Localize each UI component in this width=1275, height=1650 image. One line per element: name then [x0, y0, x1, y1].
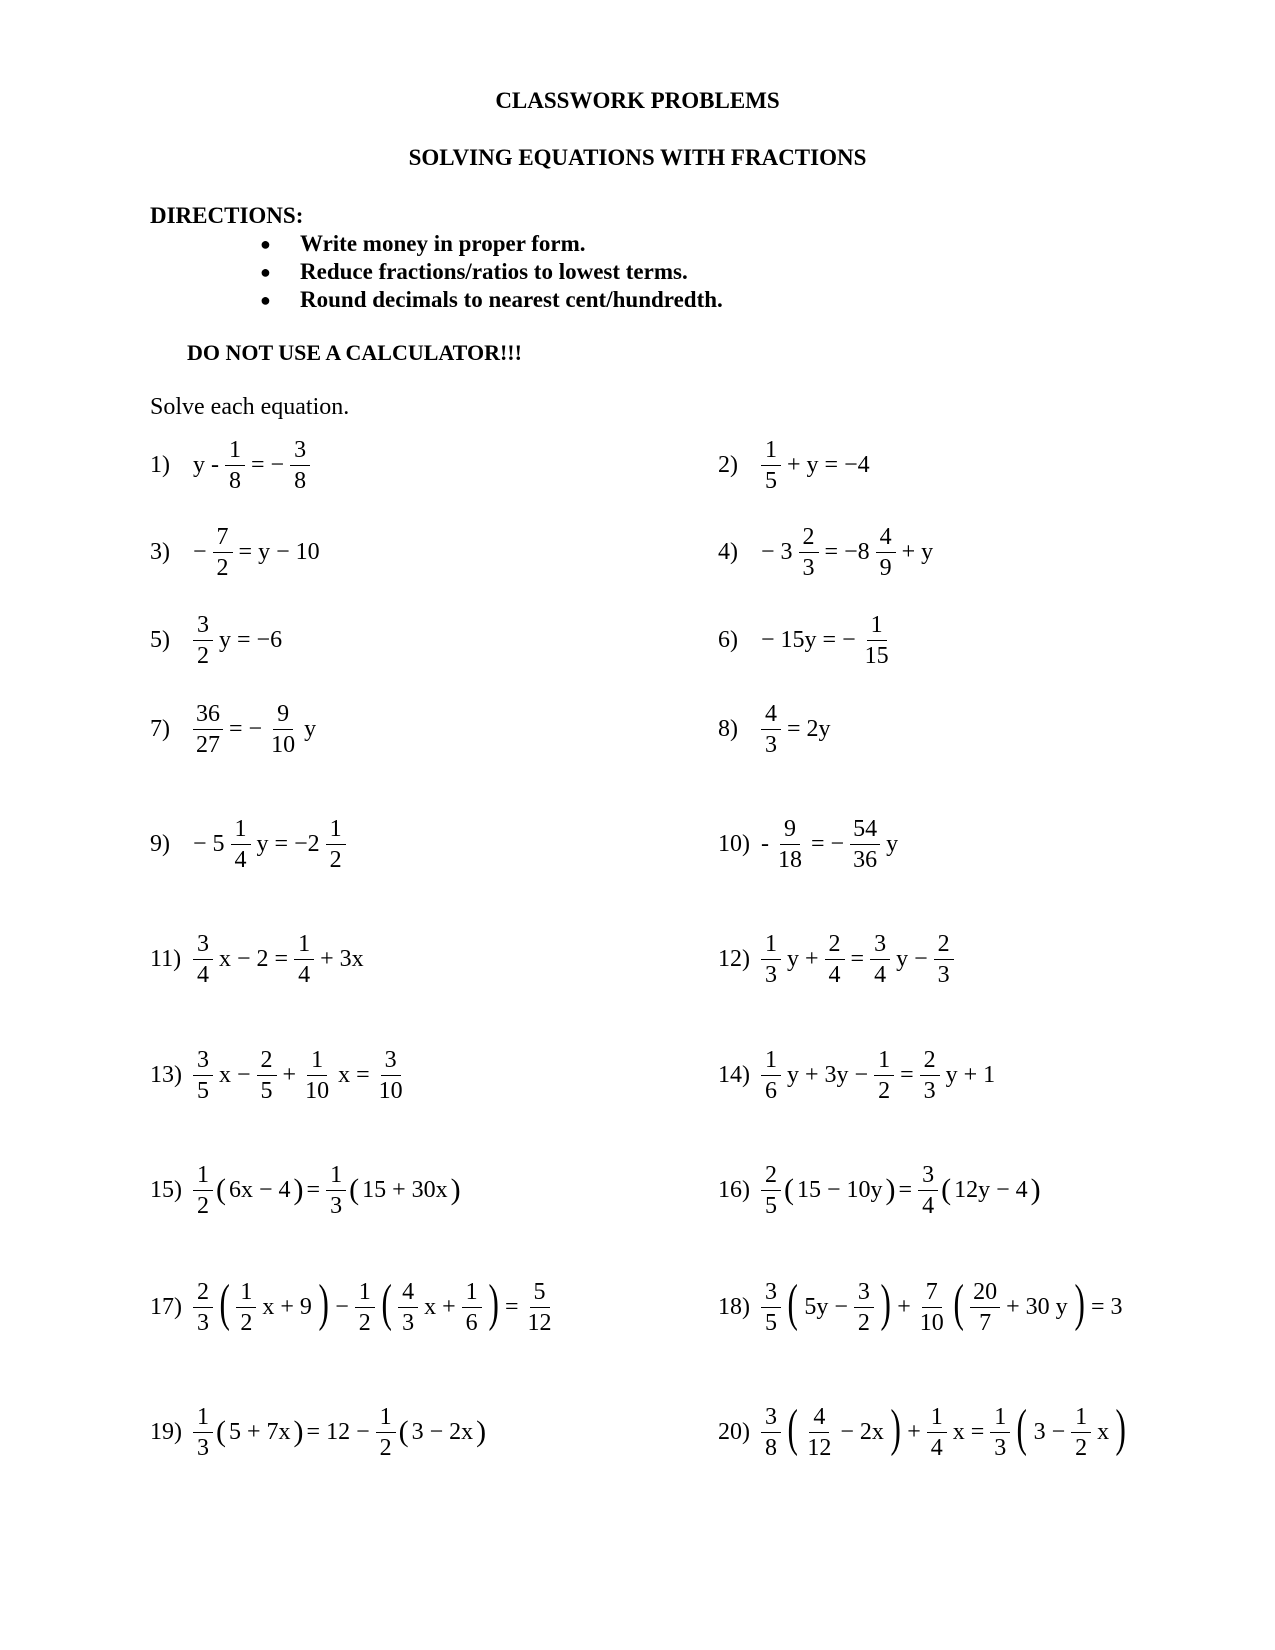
parenthesis: )	[880, 1275, 891, 1332]
problem-number: 2)	[718, 451, 738, 478]
denominator: 8	[229, 467, 241, 494]
numerator: 20	[970, 1280, 1000, 1308]
parenthesis: )	[488, 1275, 499, 1332]
numerator: 1	[236, 1280, 256, 1308]
fraction	[225, 438, 245, 493]
problem-12	[718, 927, 957, 991]
denominator: 8	[765, 1434, 777, 1461]
denominator: 3	[330, 1192, 343, 1219]
denominator: 7	[979, 1309, 992, 1336]
equation	[190, 525, 323, 580]
fraction	[193, 1280, 213, 1335]
fraction	[257, 1048, 277, 1103]
numerator: 1	[761, 1048, 781, 1076]
problem-15	[150, 1158, 461, 1222]
equation	[190, 932, 367, 987]
numerator: 2	[193, 1280, 213, 1308]
equation	[190, 702, 319, 757]
problem-2	[718, 433, 873, 497]
problem-9	[150, 812, 349, 876]
fraction	[761, 1048, 781, 1103]
denominator: 5	[197, 1077, 209, 1104]
denominator: 2	[197, 642, 209, 669]
equation	[190, 1163, 461, 1218]
denominator: 15	[864, 642, 889, 669]
numerator: 36	[193, 702, 223, 730]
equation-term: 5y −	[804, 1293, 848, 1320]
denominator: 5	[765, 467, 777, 494]
equation-term: = −8	[824, 538, 870, 565]
numerator: 1	[231, 817, 251, 845]
equation-term: − 2x	[840, 1418, 884, 1445]
numerator: 1	[294, 932, 314, 960]
parenthesis: (	[784, 1173, 794, 1206]
equation-term: + y = −4	[787, 451, 870, 478]
denominator: 12	[807, 1434, 832, 1461]
parenthesis: )	[476, 1415, 487, 1448]
equation-term: = 2y	[787, 715, 831, 742]
calculator-warning: DO NOT USE A CALCULATOR!!!	[187, 340, 522, 365]
parenthesis: )	[885, 1173, 896, 1206]
numerator: 9	[780, 817, 800, 845]
fraction	[268, 702, 298, 757]
numerator: 1	[193, 1163, 213, 1191]
equation	[758, 817, 901, 872]
parenthesis: )	[1030, 1173, 1041, 1206]
problem-number: 8)	[718, 715, 738, 742]
parenthesis: )	[890, 1400, 901, 1457]
fraction	[761, 438, 781, 493]
parenthesis: (	[349, 1173, 360, 1206]
problem-number: 5)	[150, 626, 170, 653]
denominator: 4	[197, 961, 209, 988]
bullet-icon: ●	[260, 262, 271, 282]
fraction	[917, 1280, 947, 1335]
denominator: 2	[240, 1309, 253, 1336]
numerator: 2	[799, 525, 819, 553]
equation	[758, 1275, 1126, 1336]
equation-term: y + 3y −	[787, 1061, 869, 1088]
denominator: 2	[1075, 1434, 1088, 1461]
fraction	[326, 1163, 346, 1218]
fraction	[761, 1163, 781, 1218]
fraction	[193, 1405, 213, 1460]
equation-term: y	[304, 715, 317, 742]
equation-term: = −	[811, 830, 845, 857]
problem-18	[718, 1275, 1126, 1339]
equation-term: +	[282, 1061, 297, 1088]
denominator: 3	[994, 1434, 1007, 1461]
equation-term: x =	[952, 1418, 985, 1445]
denominator: 8	[294, 467, 307, 494]
parenthesis: (	[381, 1275, 392, 1332]
denominator: 2	[358, 1309, 371, 1336]
fraction	[775, 817, 805, 872]
denominator: 2	[379, 1434, 392, 1461]
fraction	[525, 1280, 555, 1335]
equation-term: 12y − 4	[954, 1176, 1028, 1203]
denominator: 4	[874, 961, 887, 988]
fraction	[825, 932, 845, 987]
equation-term: =	[306, 1176, 321, 1203]
fraction	[918, 1163, 938, 1218]
denominator: 4	[298, 961, 311, 988]
fraction	[761, 932, 781, 987]
denominator: 18	[778, 846, 802, 873]
numerator: 3	[918, 1163, 938, 1191]
denominator: 10	[378, 1077, 403, 1104]
denominator: 6	[765, 1077, 777, 1104]
numerator: 4	[809, 1405, 829, 1433]
equation	[190, 1048, 409, 1103]
numerator: 4	[761, 702, 781, 730]
parenthesis: (	[398, 1415, 409, 1448]
numerator: 3	[854, 1280, 874, 1308]
equation-term: = −	[251, 451, 285, 478]
parenthesis: (	[941, 1173, 952, 1206]
direction-item: ● Reduce fractions/ratios to lowest terms.	[260, 259, 688, 284]
problem-16	[718, 1158, 1041, 1222]
fraction	[761, 1280, 781, 1335]
equation	[190, 613, 285, 668]
denominator: 10	[271, 731, 296, 758]
equation	[758, 613, 895, 668]
denominator: 12	[527, 1309, 552, 1336]
denominator: 3	[937, 961, 950, 988]
equation	[758, 702, 834, 757]
equation-term: x	[1097, 1418, 1110, 1445]
problem-number: 19)	[150, 1418, 182, 1445]
denominator: 4	[234, 846, 247, 873]
numerator: 1	[355, 1280, 375, 1308]
fraction	[294, 932, 314, 987]
parenthesis: )	[293, 1173, 304, 1206]
equation-term: =	[504, 1293, 519, 1320]
equation-term: y = −2	[256, 830, 320, 857]
equation-term: 3 −	[1033, 1418, 1066, 1445]
parenthesis: (	[219, 1275, 230, 1332]
problem-number: 14)	[718, 1061, 750, 1088]
denominator: 2	[216, 554, 229, 581]
problem-number: 17)	[150, 1293, 182, 1320]
equation-term: 15 − 10y	[797, 1176, 883, 1203]
denominator: 5	[260, 1077, 273, 1104]
denominator: 2	[197, 1192, 209, 1219]
denominator: 5	[765, 1192, 777, 1219]
equation-term: y + 1	[945, 1061, 996, 1088]
direction-item: ● Round decimals to nearest cent/hundredth.	[260, 287, 723, 312]
fraction	[970, 1280, 1000, 1335]
fraction	[193, 613, 213, 668]
equation	[190, 1275, 558, 1336]
numerator: 1	[1071, 1405, 1091, 1433]
numerator: 2	[934, 932, 954, 960]
denominator: 3	[197, 1309, 209, 1336]
fraction	[193, 1048, 213, 1103]
fraction	[876, 525, 896, 580]
denominator: 10	[919, 1309, 944, 1336]
denominator: 4	[922, 1192, 935, 1219]
denominator: 4	[828, 961, 841, 988]
problem-10	[718, 812, 901, 876]
problem-6	[718, 608, 895, 672]
problem-number: 10)	[718, 830, 750, 857]
numerator: 3	[761, 1280, 781, 1308]
problem-1	[150, 433, 313, 497]
problem-number: 3)	[150, 538, 170, 565]
equation	[758, 1048, 998, 1103]
numerator: 5	[530, 1280, 550, 1308]
parenthesis: )	[293, 1415, 304, 1448]
equation-term: -	[761, 830, 769, 857]
equation-term: − 5	[193, 830, 225, 857]
numerator: 3	[870, 932, 890, 960]
numerator: 2	[761, 1163, 781, 1191]
numerator: 7	[922, 1280, 942, 1308]
problem-number: 7)	[150, 715, 170, 742]
numerator: 1	[867, 613, 887, 641]
denominator: 4	[930, 1434, 943, 1461]
denominator: 2	[857, 1309, 870, 1336]
denominator: 3	[765, 961, 777, 988]
denominator: 10	[305, 1077, 330, 1104]
problem-number: 20)	[718, 1418, 750, 1445]
problem-17	[150, 1275, 558, 1339]
equation	[758, 1400, 1130, 1461]
numerator: 1	[761, 932, 781, 960]
fraction	[927, 1405, 947, 1460]
numerator: 54	[850, 817, 880, 845]
fraction	[850, 817, 880, 872]
fraction	[761, 702, 781, 757]
fraction	[804, 1405, 834, 1460]
numerator: 9	[273, 702, 293, 730]
parenthesis: (	[216, 1415, 226, 1448]
numerator: 7	[213, 525, 233, 553]
page-subtitle: SOLVING EQUATIONS WITH FRACTIONS	[408, 145, 867, 170]
problem-number: 4)	[718, 538, 738, 565]
fraction	[376, 1048, 406, 1103]
problem-number: 6)	[718, 626, 738, 653]
parenthesis: (	[787, 1400, 798, 1457]
numerator: 1	[376, 1405, 396, 1433]
parenthesis: (	[953, 1275, 964, 1332]
fraction	[213, 525, 233, 580]
equation-term: = y − 10	[238, 538, 320, 565]
numerator: 3	[193, 613, 213, 641]
problem-13	[150, 1043, 409, 1107]
denominator: 5	[765, 1309, 777, 1336]
equation-term: x + 9	[262, 1293, 312, 1320]
equation-term: −	[335, 1293, 349, 1320]
instruction: Solve each equation.	[150, 394, 350, 420]
parenthesis: )	[318, 1275, 329, 1332]
equation-term: +	[907, 1418, 921, 1445]
fraction	[1071, 1405, 1091, 1460]
numerator: 1	[761, 438, 781, 466]
equation	[190, 438, 313, 493]
fraction	[193, 702, 223, 757]
equation-term: =	[900, 1061, 914, 1088]
equation	[758, 932, 957, 987]
problem-number: 13)	[150, 1061, 182, 1088]
equation	[758, 438, 873, 493]
equation-term: −	[193, 538, 207, 565]
problem-number: 16)	[718, 1176, 750, 1203]
fraction	[854, 1280, 874, 1335]
fraction	[231, 817, 251, 872]
fraction	[355, 1280, 375, 1335]
directions-heading: DIRECTIONS:	[150, 203, 304, 228]
direction-item: ● Write money in proper form.	[260, 231, 586, 256]
fraction	[326, 817, 346, 872]
problem-number: 11)	[150, 945, 182, 972]
bullet-icon: ●	[260, 290, 271, 310]
parenthesis: )	[1115, 1400, 1127, 1457]
problem-number: 1)	[150, 451, 170, 478]
equation-term: = 12 −	[306, 1418, 370, 1445]
problem-number: 9)	[150, 830, 170, 857]
fraction	[799, 525, 819, 580]
numerator: 2	[257, 1048, 277, 1076]
equation-term: = 3	[1090, 1293, 1123, 1320]
equation-term: + 30 y	[1006, 1293, 1068, 1320]
denominator: 3	[802, 554, 815, 581]
parenthesis: (	[216, 1173, 226, 1206]
parenthesis: )	[450, 1173, 461, 1206]
bullet-icon: ●	[260, 234, 271, 254]
fraction	[761, 1405, 781, 1460]
numerator: 2	[920, 1048, 940, 1076]
numerator: 4	[398, 1280, 418, 1308]
parenthesis: (	[1016, 1400, 1028, 1457]
problem-20	[718, 1400, 1130, 1464]
equation-term: x +	[424, 1293, 456, 1320]
numerator: 3	[761, 1405, 781, 1433]
numerator: 1	[326, 1163, 346, 1191]
fraction	[193, 932, 213, 987]
fraction	[398, 1280, 418, 1335]
numerator: 1	[193, 1405, 213, 1433]
equation-term: − 15y = −	[761, 626, 856, 653]
numerator: 1	[462, 1280, 482, 1308]
numerator: 1	[874, 1048, 894, 1076]
equation	[758, 1163, 1041, 1218]
equation	[758, 525, 936, 580]
equation-term: x −	[219, 1061, 251, 1088]
equation-term: =	[850, 945, 865, 972]
problem-11	[150, 927, 367, 991]
denominator: 3	[765, 731, 777, 758]
problem-5	[150, 608, 285, 672]
numerator: 1	[225, 438, 245, 466]
fraction	[870, 932, 890, 987]
denominator: 3	[402, 1309, 415, 1336]
equation-term: 6x − 4	[229, 1176, 291, 1203]
equation-term: 15 + 30x	[362, 1176, 448, 1203]
equation-term: 5 + 7x	[229, 1418, 291, 1445]
equation-term: =	[898, 1176, 913, 1203]
denominator: 9	[879, 554, 892, 581]
numerator: 3	[193, 932, 213, 960]
numerator: 3	[193, 1048, 213, 1076]
problem-4	[718, 520, 936, 584]
equation-term: y	[886, 830, 899, 857]
numerator: 2	[825, 932, 845, 960]
page-title: CLASSWORK PROBLEMS	[495, 88, 780, 113]
equation-term: y -	[193, 451, 219, 478]
fraction	[193, 1163, 213, 1218]
numerator: 4	[876, 525, 896, 553]
numerator: 1	[990, 1405, 1010, 1433]
fraction	[934, 932, 954, 987]
equation-term: x − 2 =	[219, 945, 289, 972]
fraction	[302, 1048, 332, 1103]
equation-term: + y	[901, 538, 934, 565]
fraction	[874, 1048, 894, 1103]
problem-number: 12)	[718, 945, 750, 972]
equation-term: y = −6	[219, 626, 283, 653]
problem-19	[150, 1400, 486, 1464]
denominator: 6	[465, 1309, 478, 1336]
problem-14	[718, 1043, 998, 1107]
denominator: 36	[853, 846, 878, 873]
numerator: 3	[290, 438, 310, 466]
numerator: 1	[307, 1048, 327, 1076]
problem-8	[718, 697, 834, 761]
fraction	[862, 613, 892, 668]
equation-term: 3 − 2x	[411, 1418, 474, 1445]
problem-number: 18)	[718, 1293, 750, 1320]
parenthesis: (	[787, 1275, 798, 1332]
numerator: 1	[326, 817, 346, 845]
denominator: 3	[197, 1434, 209, 1461]
problem-7	[150, 697, 319, 761]
equation-term: + 3x	[320, 945, 364, 972]
equation-term: = −	[229, 715, 263, 742]
fraction	[236, 1280, 256, 1335]
problem-3	[150, 520, 323, 584]
fraction	[290, 438, 310, 493]
equation	[190, 817, 349, 872]
numerator: 3	[381, 1048, 401, 1076]
equation-term: y +	[787, 945, 819, 972]
fraction	[376, 1405, 396, 1460]
denominator: 27	[196, 731, 220, 758]
equation-term: x =	[338, 1061, 370, 1088]
equation-term: y −	[896, 945, 928, 972]
fraction	[920, 1048, 940, 1103]
problem-number: 15)	[150, 1176, 182, 1203]
denominator: 2	[329, 846, 342, 873]
denominator: 3	[923, 1077, 936, 1104]
equation	[190, 1405, 486, 1460]
equation-term: − 3	[761, 538, 793, 565]
denominator: 2	[878, 1077, 891, 1104]
equation-term: +	[897, 1293, 911, 1320]
parenthesis: )	[1074, 1275, 1085, 1332]
fraction	[990, 1405, 1010, 1460]
numerator: 1	[927, 1405, 947, 1433]
fraction	[462, 1280, 482, 1335]
